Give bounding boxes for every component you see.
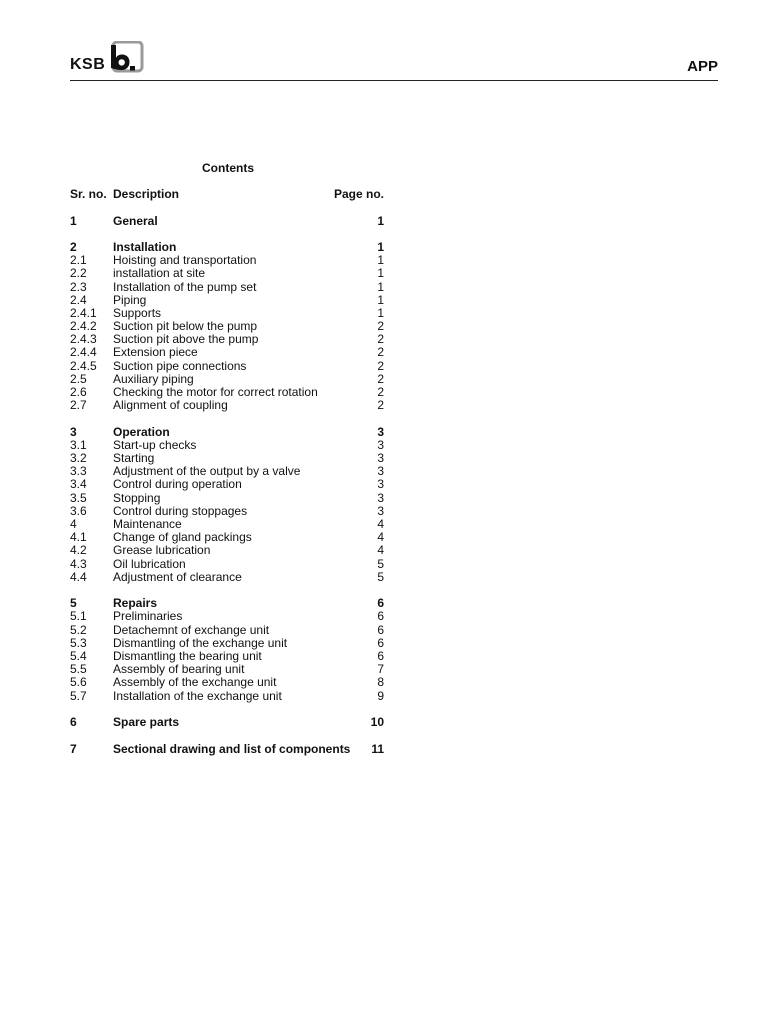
column-header-page-no: Page no. (333, 187, 384, 201)
contents-title: Contents (202, 161, 254, 175)
toc-description: Suction pipe connections (113, 358, 247, 373)
toc-section-number: 5.4 (70, 649, 87, 664)
toc-description: Starting (113, 451, 155, 466)
toc-section-number: 3.1 (70, 437, 87, 452)
toc-page-number: 4 (377, 517, 384, 532)
toc-description: Maintenance (113, 517, 182, 532)
toc-description: Auxiliary piping (113, 371, 194, 386)
toc-section-number: 3.3 (70, 464, 87, 479)
toc-section-number: 3.5 (70, 490, 87, 505)
toc-row (70, 346, 384, 359)
toc-section-number: 4.3 (70, 556, 87, 571)
column-header-description: Description (113, 187, 180, 201)
toc-description: Extension piece (113, 345, 198, 360)
column-header-sr-no: Sr. no. (70, 187, 107, 201)
toc-page-number: 8 (377, 675, 384, 690)
toc-section-number: 2 (70, 239, 77, 254)
toc-page-number: 5 (377, 569, 384, 584)
logo-text: KSB (70, 56, 106, 73)
toc-description: Dismantling of the exchange unit (113, 635, 288, 650)
toc-section-number: 4 (70, 517, 77, 532)
toc-page-number: 10 (370, 715, 384, 730)
toc-page-number: 3 (377, 464, 384, 479)
toc-section-number: 7 (70, 741, 77, 756)
toc-section-number: 2.7 (70, 398, 87, 413)
toc-description: Oil lubrication (113, 556, 186, 571)
toc-description: Preliminaries (113, 609, 183, 624)
toc-description: Piping (113, 292, 147, 307)
toc-description: Adjustment of the output by a valve (113, 464, 301, 479)
toc-description: Detachemnt of exchange unit (113, 622, 270, 637)
toc-section-number: 2.4.5 (70, 358, 97, 373)
toc-section-number: 5.2 (70, 622, 87, 637)
toc-page-number: 6 (377, 622, 384, 637)
toc-section-number: 2.5 (70, 371, 87, 386)
toc-description: Hoisting and transportation (113, 253, 257, 268)
toc-row (70, 215, 384, 228)
toc-page-number: 1 (377, 279, 384, 294)
toc-row (70, 544, 384, 557)
toc-row (70, 267, 384, 280)
toc-page-number: 3 (377, 424, 384, 439)
toc-page-number: 2 (377, 385, 384, 400)
toc-header-row (70, 188, 384, 215)
toc-row (70, 281, 384, 294)
toc-description: Assembly of bearing unit (113, 662, 245, 677)
toc-page-number: 1 (377, 239, 384, 254)
toc-description: Installation of the exchange unit (113, 688, 282, 703)
toc-section-number: 3.6 (70, 503, 87, 518)
toc-page-number: 2 (377, 345, 384, 360)
page-header (70, 40, 718, 81)
toc-section-number: 4.2 (70, 543, 87, 558)
toc-row (70, 571, 384, 584)
toc-page-number: 1 (377, 292, 384, 307)
toc-section-number: 6 (70, 715, 77, 730)
toc-section-number: 3 (70, 424, 77, 439)
toc-description: Adjustment of clearance (113, 569, 242, 584)
table-of-contents (70, 188, 384, 756)
toc-section-number: 2.2 (70, 266, 87, 281)
toc-row (70, 360, 384, 373)
toc-description: Control during operation (113, 477, 242, 492)
toc-row (70, 492, 384, 505)
toc-section-number: 5.1 (70, 609, 87, 624)
toc-section-number: 3.4 (70, 477, 87, 492)
toc-row (70, 624, 384, 637)
toc-row (70, 743, 384, 756)
toc-page-number: 2 (377, 398, 384, 413)
toc-page-number: 2 (377, 332, 384, 347)
toc-section-number: 4.4 (70, 569, 87, 584)
toc-section-number: 2.1 (70, 253, 87, 268)
toc-section-number: 2.4.3 (70, 332, 97, 347)
toc-page-number: 1 (377, 253, 384, 268)
toc-section-number: 2.4.4 (70, 345, 97, 360)
toc-page-number: 9 (377, 688, 384, 703)
toc-section-number: 5.6 (70, 675, 87, 690)
toc-row (70, 610, 384, 623)
toc-page-number: 3 (377, 503, 384, 518)
toc-description: Checking the motor for correct rotation (113, 385, 318, 400)
toc-page-number: 4 (377, 543, 384, 558)
toc-page-number: 7 (377, 662, 384, 677)
toc-section-number: 2.4.2 (70, 319, 97, 334)
toc-section-number: 2.4.1 (70, 305, 97, 320)
toc-page-number: 2 (377, 371, 384, 386)
toc-description: Supports (113, 305, 162, 320)
toc-section-number: 5.3 (70, 635, 87, 650)
toc-page-number: 3 (377, 437, 384, 452)
toc-section-number: 5.7 (70, 688, 87, 703)
toc-row (70, 716, 384, 729)
toc-description: Operation (113, 424, 170, 439)
toc-description: General (113, 213, 158, 228)
toc-page-number: 3 (377, 490, 384, 505)
toc-page-number: 3 (377, 451, 384, 466)
toc-row (70, 294, 384, 307)
toc-description: Installation (113, 239, 177, 254)
toc-page-number: 1 (377, 266, 384, 281)
toc-description: Stopping (113, 490, 161, 505)
toc-description: Assembly of the exchange unit (113, 675, 277, 690)
toc-row (70, 426, 384, 439)
toc-description: Spare parts (113, 715, 180, 730)
toc-page-number: 1 (377, 305, 384, 320)
toc-description: Dismantling the bearing unit (113, 649, 262, 664)
toc-section-number: 2.6 (70, 385, 87, 400)
toc-section-number: 5 (70, 596, 77, 611)
toc-page-number: 11 (371, 741, 384, 756)
toc-section-number: 5.5 (70, 662, 87, 677)
toc-page-number: 2 (377, 358, 384, 373)
toc-page-number: 6 (377, 596, 384, 611)
toc-page-number: 1 (377, 213, 384, 228)
toc-description: Grease lubrication (113, 543, 211, 558)
ksb-logo (70, 40, 150, 74)
toc-page-number: 6 (377, 649, 384, 664)
toc-rows (70, 215, 384, 756)
toc-description: Installation of the pump set (113, 279, 257, 294)
toc-section-number: 1 (70, 213, 77, 228)
toc-page-number: 6 (377, 635, 384, 650)
toc-row (70, 558, 384, 571)
ksb-logo-mark-icon (110, 41, 144, 73)
toc-page-number: 4 (377, 530, 384, 545)
toc-row (70, 478, 384, 491)
toc-description: Alignment of coupling (113, 398, 228, 413)
toc-row (70, 676, 384, 689)
toc-section-number: 2.3 (70, 279, 87, 294)
toc-description: Sectional drawing and list of components (113, 741, 351, 756)
toc-row (70, 690, 384, 703)
app-label: APP (687, 58, 718, 75)
toc-page-number: 6 (377, 609, 384, 624)
toc-section-number: 3.2 (70, 451, 87, 466)
toc-page-number: 3 (377, 477, 384, 492)
toc-section-number: 4.1 (70, 530, 87, 545)
toc-page-number: 2 (377, 319, 384, 334)
toc-description: Repairs (113, 596, 158, 611)
toc-description: Control during stoppages (113, 503, 248, 518)
toc-description: installation at site (113, 266, 206, 281)
toc-description: Suction pit above the pump (113, 332, 259, 347)
toc-description: Start-up checks (113, 437, 197, 452)
toc-description: Change of gland packings (113, 530, 252, 545)
toc-row (70, 399, 384, 412)
toc-description: Suction pit below the pump (113, 319, 258, 334)
toc-page-number: 5 (377, 556, 384, 571)
toc-section-number: 2.4 (70, 292, 87, 307)
